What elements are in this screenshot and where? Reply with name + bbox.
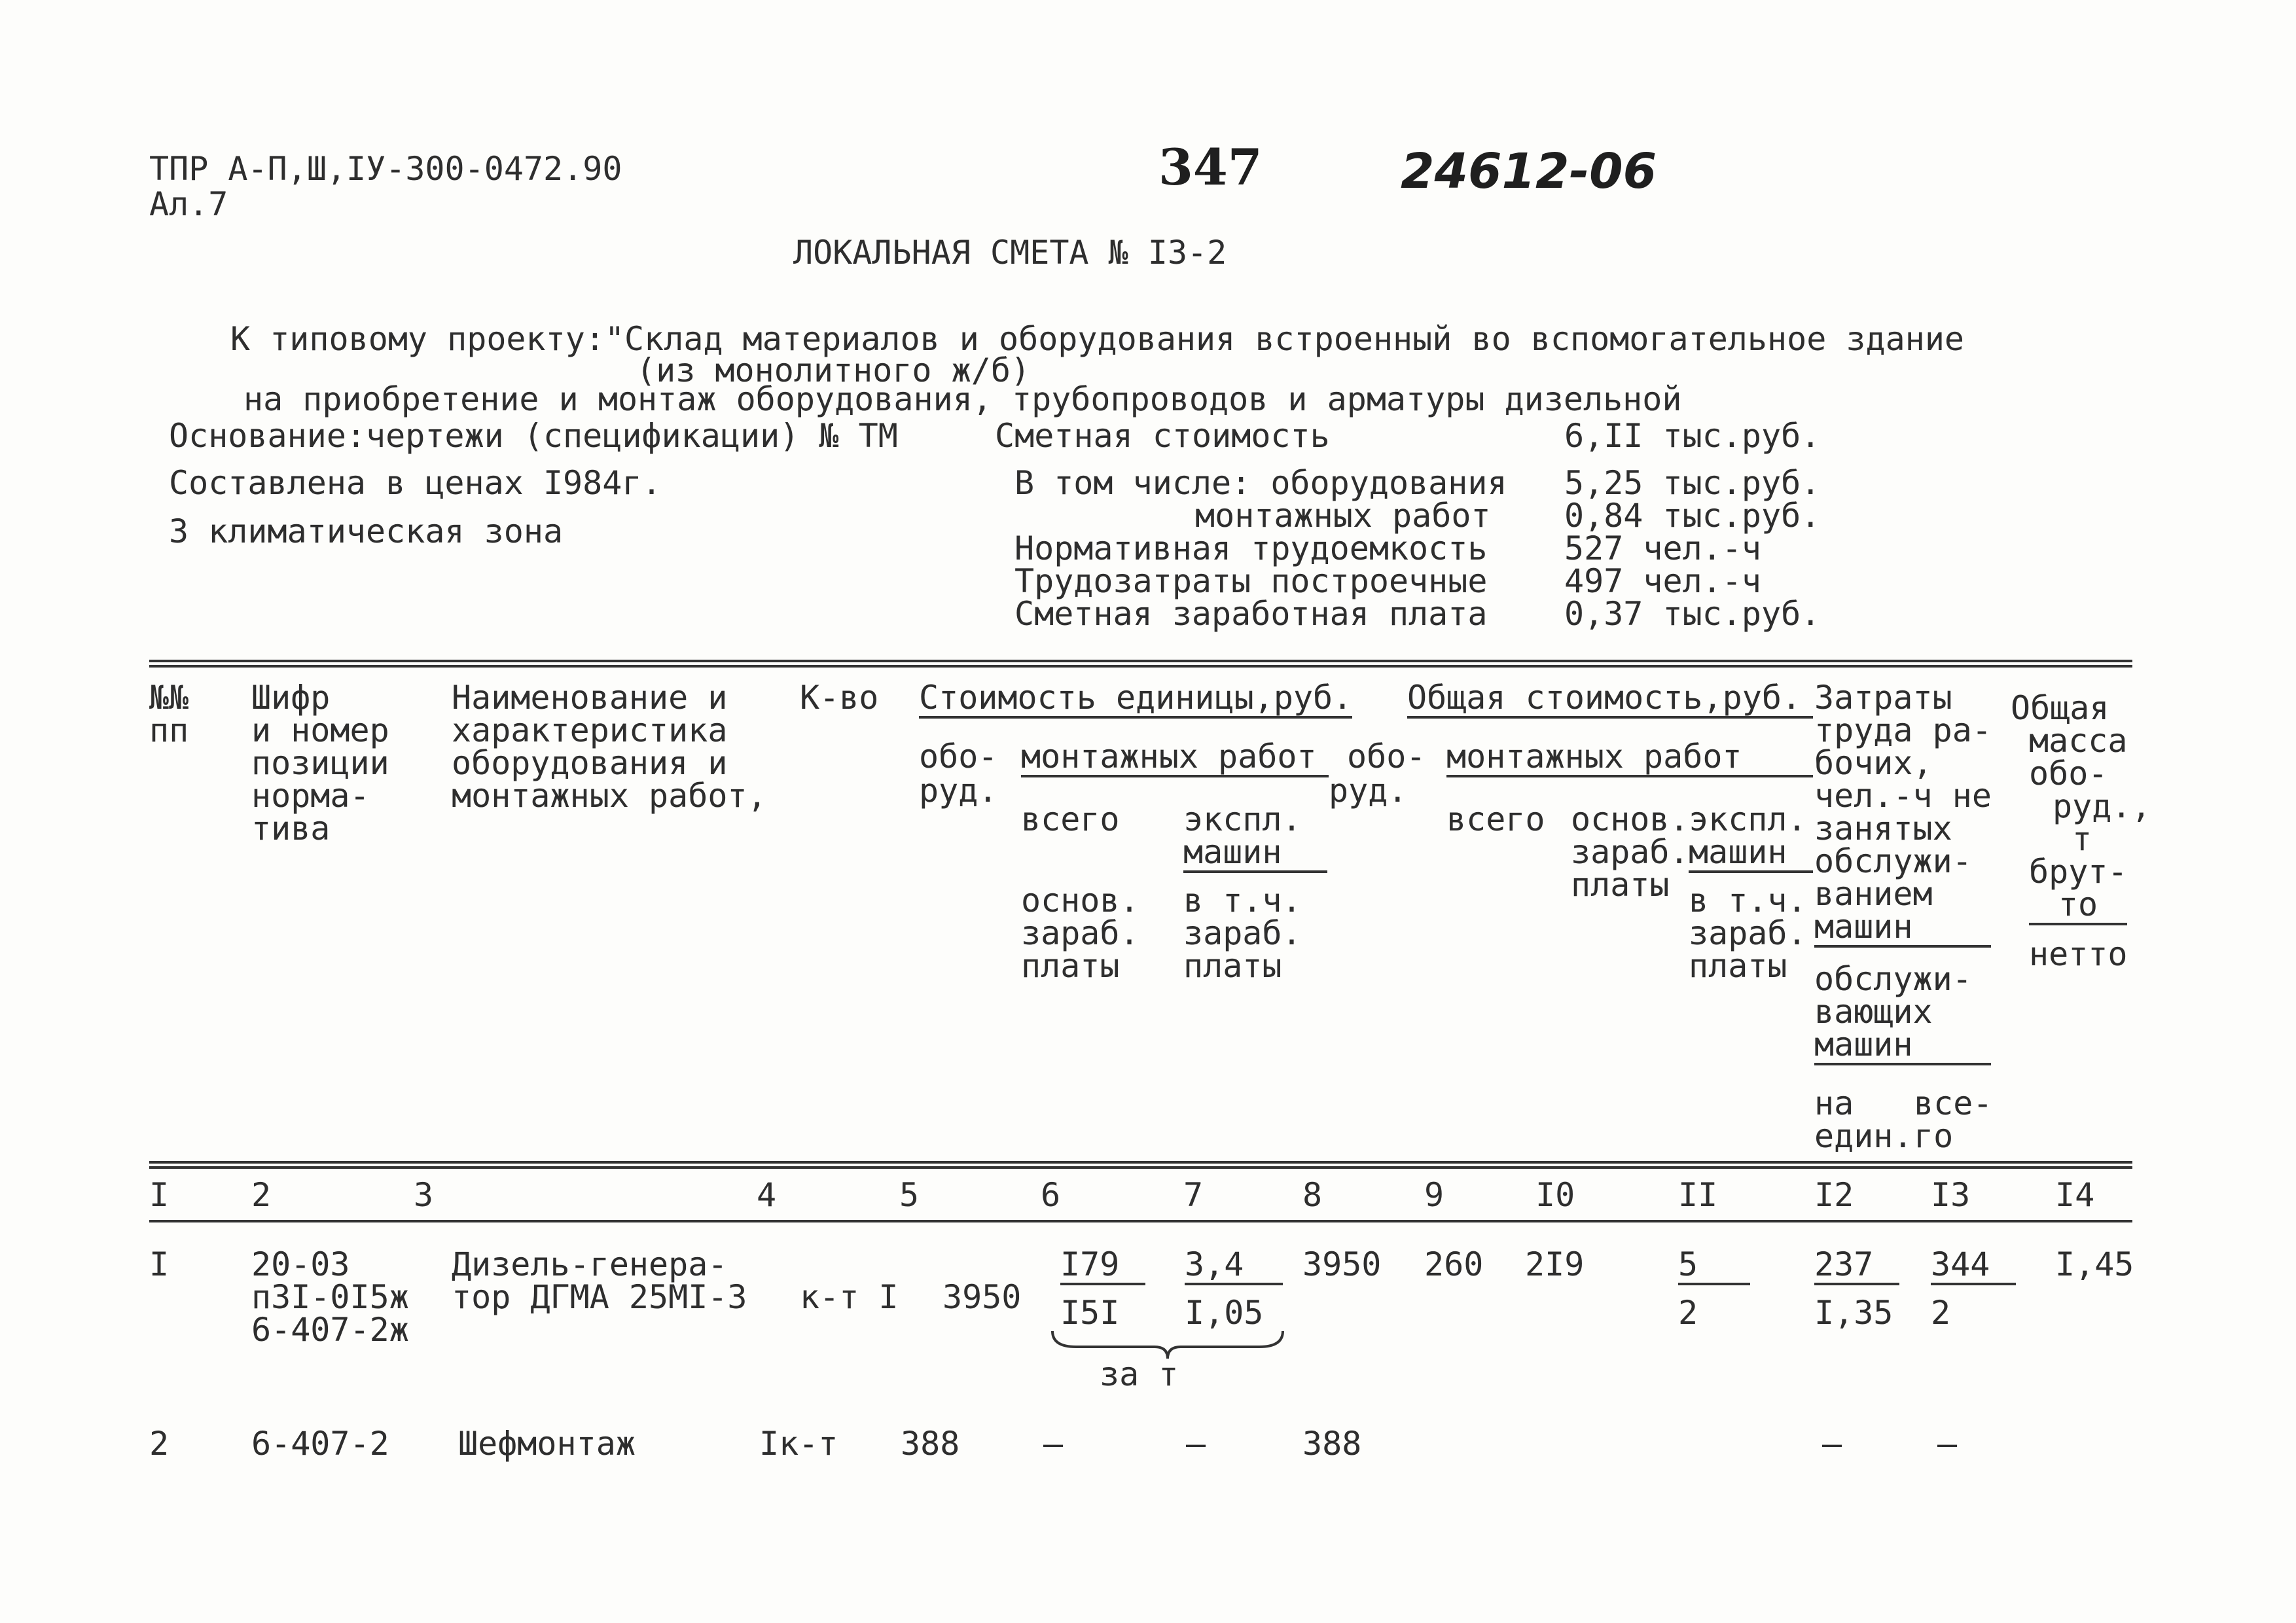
norm-code: п3I-0I5ж (251, 1278, 409, 1316)
code-header: тива (251, 810, 331, 847)
labor-machines-total: 2 (1931, 1294, 1951, 1332)
labor-header: бочих, (1814, 744, 1933, 782)
labor-header: занятых (1814, 810, 1952, 847)
summary-label: В том числе: оборудования (1014, 464, 1507, 502)
summary-label: монтажных работ (1195, 497, 1491, 535)
vtch-total-header: зараб. (1689, 914, 1807, 952)
summary-value: 497 чел.-ч (1564, 562, 1762, 600)
equip-total-header: руд. (1329, 772, 1408, 810)
unit-cost-header: Стоимость единицы,руб. (919, 681, 1352, 719)
name-header: монтажных работ, (452, 777, 767, 815)
osnov-total-header: платы (1571, 866, 1670, 904)
project-line-2: (из монолитного ж/б) (636, 351, 1031, 389)
column-number: 8 (1302, 1176, 1323, 1214)
equip-unit-cost: 388 (901, 1425, 960, 1463)
expl-unit-cost: 3,4 (1185, 1247, 1283, 1285)
labor-header: чел.-ч не (1814, 777, 1992, 815)
name-header: Наименование и (452, 679, 728, 717)
summary-label: Нормативная трудоемкость (1014, 529, 1488, 567)
labor-per-unit-header: на (1814, 1084, 1854, 1122)
mashin-header: машин (1183, 835, 1327, 873)
header-bottom-rule (149, 1161, 2132, 1164)
mass-header: масса (2029, 722, 2128, 760)
labor-total-header: го (1914, 1117, 1954, 1155)
equip-unit-header: обо- (919, 738, 998, 776)
labor-header: ванием (1814, 875, 1933, 913)
mass-netto-header: нетто (2029, 935, 2128, 973)
handwritten-number: 24612-06 (1401, 143, 1657, 200)
expl-unit-cost: – (1186, 1425, 1206, 1463)
column-numbers-rule (149, 1220, 2132, 1222)
mass-header: т (2072, 820, 2092, 858)
expl-header: экспл. (1183, 800, 1302, 838)
summary-label: Сметная стоимость (995, 417, 1330, 455)
mount-unit-header: монтажных работ (1021, 740, 1329, 777)
vtch-header: в т.ч. (1183, 882, 1302, 919)
osnov-header: зараб. (1021, 914, 1139, 952)
album-number: Ал.7 (149, 185, 228, 223)
row-number: 2 (149, 1425, 170, 1463)
prices-line: Составлена в ценах I984г. (169, 464, 662, 502)
equip-unit-cost: 3950 (942, 1278, 1022, 1316)
row-number: I (149, 1245, 170, 1283)
mass-header: руд., (2053, 787, 2151, 825)
summary-value: 5,25 тыс.руб. (1564, 464, 1821, 502)
summary-value: 527 чел.-ч (1564, 529, 1762, 567)
mass-value: I,45 (2055, 1245, 2134, 1283)
expl-wage-total: 2 (1678, 1294, 1698, 1332)
equip-unit-header: руд. (919, 772, 998, 810)
osnov-header: платы (1021, 947, 1120, 985)
quantity: к-т I (800, 1278, 899, 1316)
labor-total-header: все- (1914, 1084, 1993, 1122)
wage-total-cost: 2I9 (1525, 1245, 1585, 1283)
mashin-total-header: машин (1689, 835, 1813, 873)
expl-wage-unit: I,05 (1185, 1294, 1264, 1332)
labor-total: – (1937, 1425, 1958, 1463)
column-number: 3 (414, 1176, 434, 1214)
osnov-total-header: зараб. (1571, 833, 1689, 871)
mount-total-cost: 260 (1424, 1245, 1484, 1283)
column-number: I4 (2055, 1176, 2095, 1214)
column-number: 7 (1183, 1176, 1204, 1214)
item-name: Дизель-генера- (452, 1245, 728, 1283)
vtch-total-header: платы (1689, 947, 1787, 985)
equip-total-cost: 3950 (1302, 1245, 1382, 1283)
equip-total-cost: 388 (1302, 1425, 1362, 1463)
labor-per-unit: 237 (1814, 1247, 1899, 1285)
column-number: 5 (899, 1176, 920, 1214)
column-number: I3 (1931, 1176, 1971, 1214)
osnov-total-header: основ. (1571, 800, 1689, 838)
summary-label: Трудозатраты построечные (1014, 562, 1488, 600)
table-top-rule (149, 660, 2132, 662)
item-name: Шефмонтаж (458, 1425, 636, 1463)
name-header: оборудования и (452, 744, 728, 782)
mass-header: Общая (2011, 689, 2109, 727)
code-header: и номер (251, 711, 389, 749)
labor-serving-header: обслужи- (1814, 960, 1972, 998)
name-header: характеристика (452, 711, 728, 749)
zone-line: 3 климатическая зона (169, 512, 564, 550)
mass-brutto-header: то (2029, 887, 2127, 925)
column-number: I0 (1535, 1176, 1575, 1214)
vtch-header: зараб. (1183, 914, 1302, 952)
expl-total-cost: 5 (1678, 1247, 1750, 1285)
labor-machines-header: машин (1814, 910, 1991, 948)
vsego-total-header: всего (1446, 800, 1545, 838)
document-title: ЛОКАЛЬНАЯ СМЕТА № I3-2 (793, 234, 1227, 272)
purpose-line: на приобретение и монтаж оборудования, трубопроводов и арматуры дизельной (243, 380, 1682, 418)
qty-header: К-во (800, 679, 879, 717)
labor-header: Затраты (1814, 679, 1952, 717)
vsego-header: всего (1021, 800, 1120, 838)
page-number: 347 (1158, 138, 1263, 196)
col-number-header: №№ (149, 679, 189, 717)
column-number: I (149, 1176, 170, 1214)
column-number: 9 (1424, 1176, 1444, 1214)
mount-wage-unit: I5I (1060, 1294, 1120, 1332)
summary-value: 0,37 тыс.руб. (1564, 595, 1821, 633)
labor-header: обслужи- (1814, 842, 1972, 880)
summary-label: Сметная заработная плата (1014, 595, 1488, 633)
summary-value: 0,84 тыс.руб. (1564, 497, 1821, 535)
unit-note: за т (1100, 1355, 1179, 1393)
labor-total: 344 (1931, 1247, 2016, 1285)
equip-total-header: обо- (1347, 738, 1426, 776)
code-header: Шифр (251, 679, 331, 717)
quantity: Iк-т (759, 1425, 838, 1463)
table-top-rule (149, 665, 2132, 668)
labor-machines-per-unit: I,35 (1814, 1294, 1893, 1332)
mass-header: обо- (2029, 755, 2108, 793)
mass-brutto-header: брут- (2029, 853, 2128, 891)
mount-unit-cost: I79 (1060, 1247, 1145, 1285)
mount-unit-cost: – (1043, 1425, 1064, 1463)
code-header: норма- (251, 777, 370, 815)
document-code: ТПР А-П,Ш,IУ-300-0472.90 (149, 150, 622, 188)
column-number: I2 (1814, 1176, 1854, 1214)
norm-code: 6-407-2 (251, 1425, 389, 1463)
column-number: 2 (251, 1176, 272, 1214)
labor-serving-machines-header: машин (1814, 1027, 1991, 1065)
labor-serving-header: вающих (1814, 993, 1933, 1031)
norm-code: 20-03 (251, 1245, 350, 1283)
labor-per-unit: – (1822, 1425, 1842, 1463)
vtch-header: платы (1183, 947, 1282, 985)
column-number: 4 (757, 1176, 777, 1214)
total-cost-header: Общая стоимость,руб. (1407, 681, 1813, 719)
code-header: позиции (251, 744, 389, 782)
labor-per-unit-header: един. (1814, 1117, 1913, 1155)
labor-header: труда ра- (1814, 711, 1992, 749)
project-line: К типовому проекту:"Склад материалов и оборудования встроенный во вспомогательное здание (230, 320, 1965, 358)
col-number-header: пп (149, 711, 189, 749)
expl-total-header: экспл. (1689, 800, 1807, 838)
norm-code: 6-407-2ж (251, 1311, 409, 1349)
summary-value: 6,II тыс.руб. (1564, 417, 1821, 455)
vtch-total-header: в т.ч. (1689, 882, 1807, 919)
basis-line: Основание:чертежи (спецификации) № ТМ (169, 417, 898, 455)
osnov-header: основ. (1021, 882, 1139, 919)
column-number: 6 (1041, 1176, 1061, 1214)
item-name: тор ДГМА 25МI-3 (452, 1278, 747, 1316)
column-number: II (1678, 1176, 1718, 1214)
mount-total-header: монтажных работ (1446, 740, 1813, 777)
header-bottom-rule (149, 1166, 2132, 1169)
